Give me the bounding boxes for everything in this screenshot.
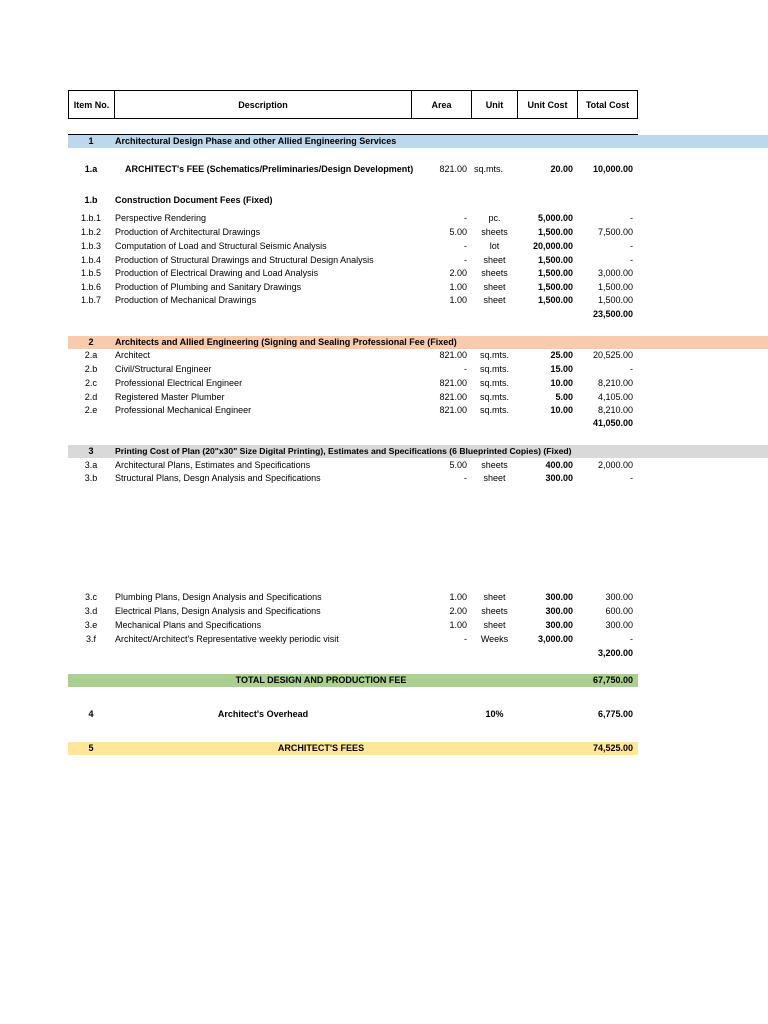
row-total-cost: 600.00 (605, 606, 633, 616)
row-item: 2.e (84, 405, 98, 415)
section-1-title: Architectural Design Phase and other Allied Engineering Services (115, 136, 397, 146)
row-unit: sheet (483, 255, 506, 265)
header-total-cost: Total Cost (577, 90, 638, 119)
row-unit-cost: 1,500.00 (537, 282, 573, 292)
row-item: 2.c (84, 378, 97, 388)
row-unit: sheet (483, 473, 506, 483)
row-total-cost: - (630, 213, 633, 223)
header-description: Description (114, 90, 412, 119)
row-1a-desc: ARCHITECT's FEE (Schematics/Preliminaries/Design Development) (125, 164, 414, 174)
header-unit-cost: Unit Cost (517, 90, 578, 119)
row-area: - (464, 634, 467, 644)
total-design-value: 67,750.00 (592, 675, 633, 685)
row-total-cost: - (630, 473, 633, 483)
row-total-cost: 300.00 (605, 620, 633, 630)
row-desc: Computation of Load and Structural Seismic Analysis (115, 241, 327, 251)
row-desc: Professional Mechanical Engineer (115, 405, 252, 415)
row-total-cost: 8,210.00 (597, 378, 633, 388)
row-unit-cost: 10.00 (550, 378, 573, 388)
row-desc: Architectural Plans, Estimates and Specifications (115, 460, 311, 470)
section-2-title: Architects and Allied Engineering (Signing and Sealing Professional Fee (Fixed) (115, 337, 457, 347)
header-item-no: Item No. (68, 90, 115, 119)
row-unit: Weeks (480, 634, 509, 644)
row-desc: Electrical Plans, Design Analysis and Specifications (115, 606, 321, 616)
section-1-subtotal: 23,500.00 (592, 309, 633, 319)
row-unit-cost: 20,000.00 (532, 241, 573, 251)
row-item: 1.b.4 (80, 255, 102, 265)
row-item: 1.b.5 (80, 268, 102, 278)
row-unit-cost: 400.00 (545, 460, 573, 470)
row-1a-total-cost: 10,000.00 (592, 164, 633, 174)
row-area: - (464, 255, 467, 265)
row-unit: sheet (483, 295, 506, 305)
row-unit-cost: 300.00 (545, 473, 573, 483)
row-unit-cost: 1,500.00 (537, 295, 573, 305)
row-total-cost: 1,500.00 (597, 282, 633, 292)
row-unit-cost: 3,000.00 (537, 634, 573, 644)
section-1-item: 1 (88, 136, 94, 146)
overhead-value: 6,775.00 (597, 709, 633, 719)
row-item: 1.b.7 (80, 295, 102, 305)
row-unit-cost: 1,500.00 (537, 255, 573, 265)
header-area: Area (411, 90, 472, 119)
row-total-cost: 8,210.00 (597, 405, 633, 415)
row-desc: Production of Structural Drawings and Structural Design Analysis (115, 255, 374, 265)
row-unit: lot (489, 241, 500, 251)
row-area: 2.00 (449, 268, 467, 278)
row-desc: Plumbing Plans, Design Analysis and Specifications (115, 592, 322, 602)
row-unit-cost: 5.00 (555, 392, 573, 402)
row-total-cost: 300.00 (605, 592, 633, 602)
overhead-label: Architect's Overhead (217, 709, 309, 719)
row-desc: Registered Master Plumber (115, 392, 225, 402)
row-unit: sq.mts. (479, 364, 509, 374)
row-total-cost: 7,500.00 (597, 227, 633, 237)
row-total-cost: 4,105.00 (597, 392, 633, 402)
row-area: 821.00 (439, 405, 467, 415)
overhead-item: 4 (88, 709, 94, 719)
section-3-item: 3 (88, 446, 94, 456)
row-item: 3.f (85, 634, 96, 644)
row-unit-cost: 15.00 (550, 364, 573, 374)
row-item: 1.b.3 (80, 241, 102, 251)
row-unit: sheet (483, 620, 506, 630)
row-area: 1.00 (449, 620, 467, 630)
row-desc: Structural Plans, Desgn Analysis and Specifications (115, 473, 321, 483)
row-desc: Perspective Rendering (115, 213, 207, 223)
fees-item: 5 (88, 743, 94, 753)
row-area: - (464, 473, 467, 483)
row-item: 3.e (84, 620, 98, 630)
row-total-cost: - (630, 634, 633, 644)
row-item: 1.b.6 (80, 282, 102, 292)
row-1a-item: 1.a (84, 164, 98, 174)
row-total-cost: 1,500.00 (597, 295, 633, 305)
total-design-label: TOTAL DESIGN AND PRODUCTION FEE (235, 675, 407, 685)
row-area: 821.00 (439, 392, 467, 402)
row-unit: sheet (483, 592, 506, 602)
row-desc: Production of Plumbing and Sanitary Drawings (115, 282, 302, 292)
row-desc: Production of Electrical Drawing and Load Analysis (115, 268, 319, 278)
row-1b-desc: Construction Document Fees (Fixed) (115, 195, 273, 205)
row-area: 821.00 (439, 350, 467, 360)
row-item: 3.c (84, 592, 97, 602)
section-2-subtotal: 41,050.00 (592, 418, 633, 428)
section-3-subtotal: 3,200.00 (597, 648, 633, 658)
row-desc: Architect/Architect's Representative weekly periodic visit (115, 634, 339, 644)
row-area: 5.00 (449, 460, 467, 470)
row-unit: pc. (488, 213, 501, 223)
row-total-cost: - (630, 255, 633, 265)
row-desc: Production of Architectural Drawings (115, 227, 261, 237)
row-unit: sheet (483, 282, 506, 292)
row-unit: sheets (481, 268, 508, 278)
fees-value: 74,525.00 (592, 743, 633, 753)
row-area: 1.00 (449, 282, 467, 292)
row-unit-cost: 25.00 (550, 350, 573, 360)
row-unit-cost: 300.00 (545, 592, 573, 602)
row-item: 3.a (84, 460, 98, 470)
row-area: 2.00 (449, 606, 467, 616)
row-unit: sheets (481, 460, 508, 470)
row-desc: Architect (115, 350, 151, 360)
row-unit: sheets (481, 227, 508, 237)
row-unit: sq.mts. (479, 392, 509, 402)
row-item: 1.b.2 (80, 227, 102, 237)
row-1b-item: 1.b (84, 195, 98, 205)
row-unit-cost: 1,500.00 (537, 268, 573, 278)
row-unit: sheets (481, 606, 508, 616)
row-unit: sq.mts. (479, 378, 509, 388)
row-unit: sq.mts. (479, 350, 509, 360)
row-unit-cost: 300.00 (545, 606, 573, 616)
row-area: 1.00 (449, 592, 467, 602)
row-item: 2.b (84, 364, 98, 374)
row-unit-cost: 300.00 (545, 620, 573, 630)
row-item: 2.a (84, 350, 98, 360)
row-item: 2.d (84, 392, 98, 402)
row-unit-cost: 10.00 (550, 405, 573, 415)
row-total-cost: 2,000.00 (597, 460, 633, 470)
row-total-cost: - (630, 364, 633, 374)
section-3-title: Printing Cost of Plan (20"x30" Size Digital Printing), Estimates and Specifications (6 Blueprinted Copies) (Fixed) (115, 446, 572, 456)
row-unit-cost: 5,000.00 (537, 213, 573, 223)
section-2-item: 2 (88, 337, 94, 347)
row-total-cost: - (630, 241, 633, 251)
row-area: 821.00 (439, 378, 467, 388)
row-desc: Production of Mechanical Drawings (115, 295, 257, 305)
header-unit: Unit (471, 90, 518, 119)
row-desc: Mechanical Plans and Specifications (115, 620, 262, 630)
overhead-rate: 10% (485, 709, 504, 719)
row-item: 1.b.1 (80, 213, 102, 223)
row-item: 3.b (84, 473, 98, 483)
row-unit: sq.mts. (479, 405, 509, 415)
row-1a-unit: sq.mts. (474, 164, 504, 174)
row-1a-area: 821.00 (439, 164, 467, 174)
row-desc: Civil/Structural Engineer (115, 364, 212, 374)
row-area: - (464, 364, 467, 374)
row-area: 1.00 (449, 295, 467, 305)
row-total-cost: 20,525.00 (592, 350, 633, 360)
row-area: - (464, 213, 467, 223)
row-area: 5.00 (449, 227, 467, 237)
row-desc: Professional Electrical Engineer (115, 378, 243, 388)
row-unit-cost: 1,500.00 (537, 227, 573, 237)
fees-label: ARCHITECT'S FEES (277, 743, 365, 753)
row-total-cost: 3,000.00 (597, 268, 633, 278)
row-area: - (464, 241, 467, 251)
row-item: 3.d (84, 606, 98, 616)
row-1a-unit-cost: 20.00 (550, 164, 573, 174)
